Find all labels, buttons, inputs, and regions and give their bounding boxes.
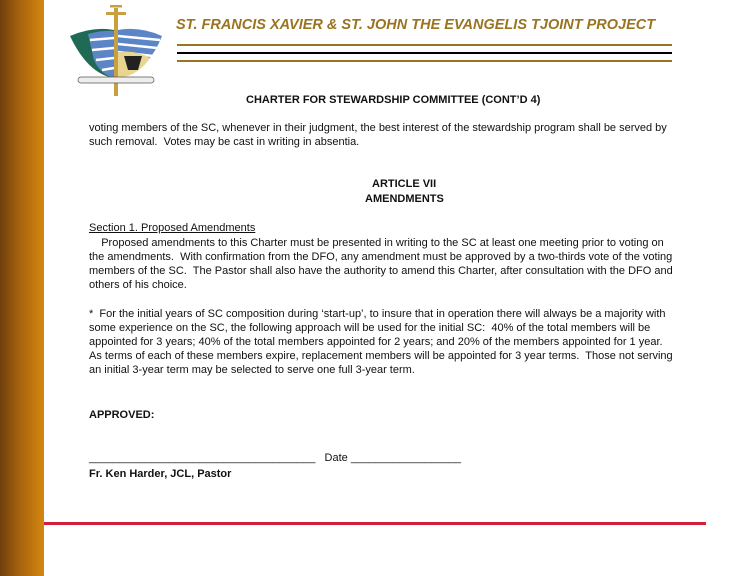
text-line: appointed for 3 years; 40% of the total members appointed for 2 years; and 20% of the members appointed for 1 year. bbox=[89, 336, 663, 348]
text-line: As terms of each of these members expire, replacement members will be appointed for 3 year terms. Those not serving bbox=[89, 350, 673, 362]
article-title: AMENDMENTS bbox=[365, 193, 444, 205]
paragraph-removal bbox=[89, 121, 667, 149]
document-heading: CHARTER FOR STEWARDSHIP COMMITTEE (CONT’D 4) bbox=[246, 94, 541, 106]
article-number: ARTICLE VII bbox=[372, 178, 437, 190]
text-line: * For the initial years of SC composition during ‘start-up’, to insure that in operation there will always be a majority with bbox=[89, 308, 666, 320]
text-line: the amendments. With confirmation from the DFO, any amendment must be approved by a two-thirds vote of the voting bbox=[89, 251, 673, 263]
text-line: Proposed amendments to this Charter must be presented in writing to the SC at least one meeting prior to voting on bbox=[89, 237, 664, 249]
diocesan-crest-logo bbox=[58, 0, 174, 100]
text-line: others of his choice. bbox=[89, 279, 187, 291]
text-line: voting members of the SC, whenever in their judgment, the best interest of the stewardship program shall be served by bbox=[89, 122, 667, 134]
footer-red-rule bbox=[44, 522, 706, 525]
text-line: such removal. Votes may be cast in writing in absentia. bbox=[89, 136, 360, 148]
text-line: members of the SC. The Pastor shall also have the authority to amend this Charter, after consultation with the DFO and bbox=[89, 265, 673, 277]
signer-name: Fr. Ken Harder, JCL, Pastor bbox=[89, 468, 232, 480]
approved-label: APPROVED: bbox=[89, 409, 155, 421]
section-body bbox=[89, 236, 673, 292]
section-heading: Section 1. Proposed Amendments bbox=[89, 222, 256, 234]
startup-note bbox=[89, 307, 673, 377]
header-rule-gold-top bbox=[177, 44, 672, 46]
text-line: an initial 3-year term may be selected to serve one full 3-year term. bbox=[89, 364, 415, 376]
project-title: ST. FRANCIS XAVIER & ST. JOHN THE EVANGELIS TJOINT PROJECT bbox=[176, 17, 656, 33]
header-rule-black bbox=[177, 52, 672, 54]
header-rule-gold-bottom bbox=[177, 60, 672, 62]
text-line: some experience on the SC, the following approach will be used for the initial SC: 40% of the total members will be bbox=[89, 322, 651, 334]
left-decorative-bar bbox=[0, 0, 44, 576]
signature-date-line: _____________________________________ Date __________________ bbox=[89, 452, 461, 464]
